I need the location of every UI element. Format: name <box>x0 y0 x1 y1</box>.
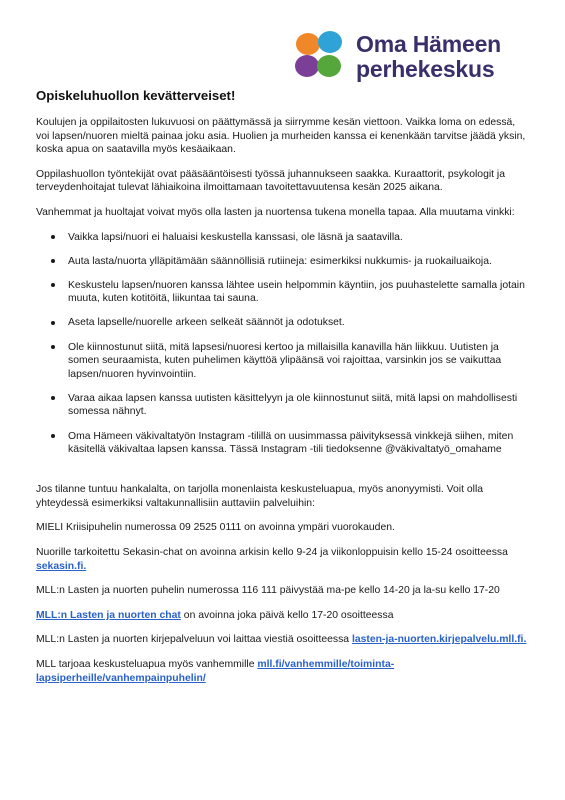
mll-letter-paragraph <box>36 633 531 647</box>
orange-leaf-icon <box>296 33 320 55</box>
purple-leaf-icon <box>295 55 319 77</box>
help-intro-paragraph: Jos tilanne tuntuu hankalalta, on tarjolla monenlaista keskusteluapua, myös anonyymisti. Voit olla yhteydessä esimerkiksi valtakunnallisiin auttaviin palveluihin: <box>36 484 484 509</box>
sekasin-text: Nuorille tarkoitettu Sekasin-chat on avoinna arkisin kello 9-24 ja viikonloppuisin kello 15-24 osoitteessa <box>36 546 508 558</box>
mll-phone-paragraph: MLL:n Lasten ja nuorten puhelin numerossa 116 111 päivystää ma-pe kello 14-20 ja la-su kello 17-20 <box>36 585 500 597</box>
tip-item: Vaikka lapsi/nuori ei haluaisi keskustella kanssasi, ole läsnä ja saatavilla. <box>68 231 531 245</box>
mieli-crisis-line-paragraph: MIELI Kriisipuhelin numerossa 09 2525 0111 on avoinna ympäri vuorokauden. <box>36 522 395 534</box>
tip-item: Ole kiinnostunut siitä, mitä lapsesi/nuoresi kertoo ja millaisilla kanavilla hän liikkuu. Uutisten ja somen seuraamista, kuten puhelimen käyttöä ylipäänsä voi rajoittaa, varsinkin jos se vaikuttaa lapsen/nuoren hyvinvointiin. <box>68 341 531 382</box>
tip-item: Varaa aikaa lapsen kanssa uutisten käsittelyyn ja ole kiinnostunut siitä, mitä lapsi on mahdollisesti somessa nähnyt. <box>68 392 531 419</box>
clover-logo-icon <box>290 26 352 88</box>
mll-parents-text: MLL tarjoaa keskusteluapua myös vanhemmille <box>36 658 258 670</box>
mll-chat-link[interactable]: MLL:n Lasten ja nuorten chat <box>36 609 181 621</box>
logo-text-line2: perhekeskus <box>356 56 495 82</box>
spacer <box>36 467 531 483</box>
mll-letter-text: MLL:n Lasten ja nuorten kirjepalveluun voi laittaa viestiä osoitteessa <box>36 634 352 646</box>
mll-letter-link[interactable]: lasten-ja-nuorten.kirjepalvelu.mll.fi. <box>351 634 527 646</box>
mll-chat-text: on avoinna joka päivä kello 17-20 osoitteessa <box>180 609 394 621</box>
document-content <box>36 88 531 696</box>
mll-chat-paragraph <box>36 609 531 623</box>
blue-leaf-icon <box>318 31 342 53</box>
intro-paragraph: Koulujen ja oppilaitosten lukuvuosi on päättymässä ja siirrymme kesän viettoon. Vaikka loma on edessä, voi lapsen/nuoren mieltä painaa joku asia. Huolien ja murheiden kanssa ei kenenkään tarvitse jäädä yksin, koska apua on saatavilla myös kesäaikaan. <box>36 117 526 156</box>
tip-item: Oma Hämeen väkivaltatyön Instagram -tilillä on uusimmassa päivityksessä vinkkejä siihen, miten käsitellä väkivaltaa lapsen kanssa. Tässä Instagram -tili tiedoksenne @väkivaltatyö_omahame <box>68 430 531 457</box>
tip-item: Auta lasta/nuorta ylläpitämään säännöllisiä rutiineja: esimerkiksi nukkumis- ja ruokailuaikoja. <box>68 255 531 269</box>
sekasin-link[interactable]: sekasin.fi. <box>36 560 87 572</box>
tips-list <box>36 231 531 457</box>
oma-hameen-perhekeskus-logo <box>290 26 540 88</box>
logo-text-line1: Oma Hämeen <box>356 31 502 57</box>
document-title: Opiskeluhuollon kevätterveiset! <box>36 88 236 103</box>
tips-intro-paragraph: Vanhemmat ja huoltajat voivat myös olla lasten ja nuortensa tukena monella tapaa. Alla muutama vinkki: <box>36 206 515 218</box>
mll-parents-link[interactable]: mll.fi/vanhemmille/toiminta-lapsiperheille/vanhempainpuhelin/ <box>36 658 395 684</box>
mll-parents-paragraph <box>36 658 531 685</box>
tip-item: Aseta lapselle/nuorelle arkeen selkeät säännöt ja odotukset. <box>68 316 531 330</box>
green-leaf-icon <box>317 55 341 77</box>
sekasin-chat-paragraph <box>36 546 531 573</box>
staff-paragraph: Oppilashuollon työntekijät ovat pääsääntöisesti työssä juhannukseen saakka. Kuraattorit, psykologit ja terveydenhoitajat tulevat lähiaikoina ilmoittamaan tavoitettavuutensa kesän 2025 aikana. <box>36 168 506 194</box>
tip-item: Keskustelu lapsen/nuoren kanssa lähtee usein helpommin käyntiin, jos puuhastelette samalla jotain muuta, kuten kotitöitä, liikuntaa tai sauna. <box>68 279 531 306</box>
